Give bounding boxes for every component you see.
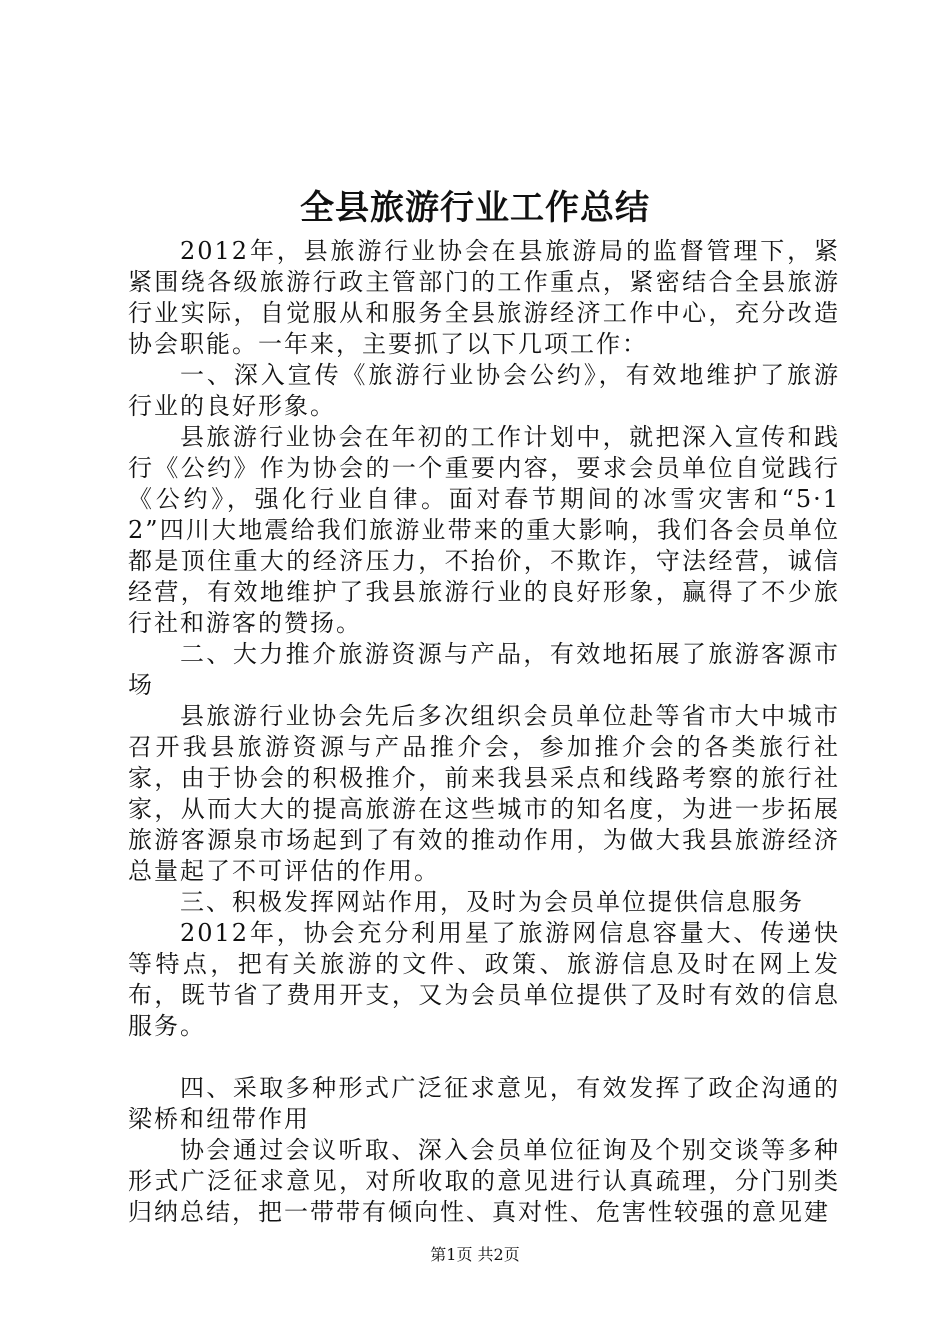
- paragraph-section-1: 县旅游行业协会在年初的工作计划中，就把深入宣传和践行《公约》作为协会的一个重要内容，要求会员单位自觉践行《公约》，强化行业自律。面对春节期间的冰雪灾害和“5·12”四川大地震给我们旅游业带来的重大影响，我们各会员单位都是顶住重大的经济压力，不抬价，不欺诈，守法经营，诚信经营，有效地维护了我县旅游行业的良好形象，赢得了不少旅行社和游客的赞扬。: [128, 423, 840, 637]
- page-footer: 第1页 共2页: [430, 1245, 520, 1264]
- paragraph-section-2: 县旅游行业协会先后多次组织会员单位赴等省市大中城市召开我县旅游资源与产品推介会，参加推介会的各类旅行社家，由于协会的积极推介，前来我县采点和线路考察的旅行社家，从而大大的提高旅游在这些城市的知名度，为进一步拓展旅游客源泉市场起到了有效的推动作用，为做大我县旅游经济总量起了不可评估的作用。: [128, 702, 840, 885]
- section-heading-3: 三、积极发挥网站作用，及时为会员单位提供信息服务: [180, 888, 804, 916]
- section-heading-2: 二、大力推介旅游资源与产品，有效地拓展了旅游客源市场: [128, 640, 840, 699]
- section-heading-1: 一、深入宣传《旅游行业协会公约》，有效地维护了旅游行业的良好形象。: [128, 361, 840, 420]
- section-heading-4: 四、采取多种形式广泛征求意见，有效发挥了政企沟通的梁桥和纽带作用: [128, 1074, 840, 1133]
- blank-line: [128, 1042, 840, 1073]
- document-title: 全县旅游行业工作总结: [300, 188, 650, 228]
- paragraph-section-3: 2012年，协会充分利用星了旅游网信息容量大、传递快等特点，把有关旅游的文件、政策、旅游信息及时在网上发布，既节省了费用开支，又为会员单位提供了及时有效的信息服务。: [128, 919, 840, 1040]
- paragraph-section-4: 协会通过会议听取、深入会员单位征询及个别交谈等多种形式广泛征求意见，对所收取的意见进行认真疏理，分门别类归纳总结，把一带带有倾向性、真对性、危害性较强的意见建: [128, 1136, 840, 1226]
- paragraph-intro: 2012年，县旅游行业协会在县旅游局的监督管理下，紧紧围绕各级旅游行政主管部门的工作重点，紧密结合全县旅游行业实际，自觉服从和服务全县旅游经济工作中心，充分改造协会职能。一年来，主要抓了以下几项工作：: [128, 237, 840, 358]
- document-body: [128, 236, 840, 1228]
